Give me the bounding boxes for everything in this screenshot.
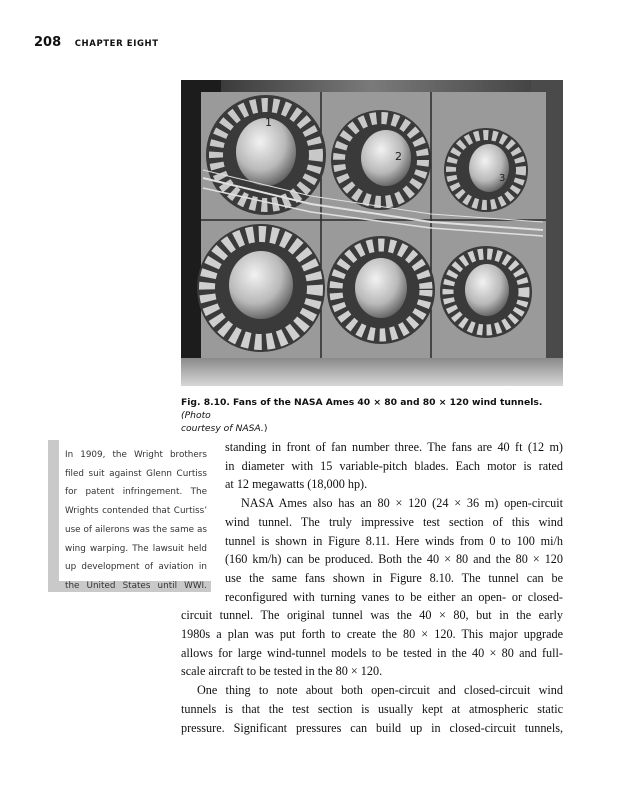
sidebar-line: use of ailerons was the same as <box>65 524 207 535</box>
body-line: allows for large wind-tunnel models to be tested in the 40 × 80 and full- <box>181 645 563 660</box>
wind-tunnel-fans-photo <box>181 80 563 386</box>
body-line: at 12 megawatts (18,000 hp). <box>225 477 368 492</box>
fan-6 <box>440 246 532 338</box>
page-number: 208 <box>34 35 62 50</box>
sidebar-line: wing warping. The lawsuit held <box>65 543 207 554</box>
fan-5 <box>327 236 435 344</box>
sidebar-line: filed suit against Glenn Curtiss <box>65 468 207 479</box>
sidebar-line: the United States until WWI. <box>65 580 207 591</box>
fan-1-number: 1 <box>265 116 272 129</box>
sidebar-line: In 1909, the Wright brothers <box>65 450 207 460</box>
fan-2 <box>331 110 431 210</box>
body-line: (160 km/h) can be produced. Both the 40 × 80 and the 80 × 120 <box>225 552 563 567</box>
body-line: reconfigured with turning vanes to be either an open- or closed- <box>225 589 563 604</box>
body-line: 1980s a plan was put forth to create the 80 × 120. This major upgrade <box>181 627 563 641</box>
body-narrow-column <box>225 438 563 606</box>
body-line: tunnels is that the test section is usually kept at atmospheric static <box>181 701 563 716</box>
caption-tail: ) <box>263 423 268 434</box>
body-line: pressure. Significant pressures can build up in closed-circuit tunnels, <box>181 720 563 735</box>
caption-title: Fig. 8.10. Fans of the NASA Ames 40 × 80 and 80 × 120 wind tunnels. <box>181 397 543 408</box>
fan-1 <box>206 95 326 215</box>
body-line: One thing to note about both open-circuit and closed-circuit wind <box>197 683 563 698</box>
sidebar-line: up development of aviation in <box>65 562 207 573</box>
body-line: NASA Ames also has an 80 × 120 (24 × 36 m) open-circuit <box>241 496 563 511</box>
figure-caption <box>181 396 571 435</box>
running-header <box>34 31 159 50</box>
fan-4 <box>197 224 325 352</box>
body-line: standing in front of fan number three. The fans are 40 ft (12 m) <box>225 440 563 454</box>
sidebar-line: Wrights contended that Curtiss’ <box>65 506 207 517</box>
fan-3-number: 3 <box>499 173 506 184</box>
sidebar-line: for patent infringement. The <box>65 487 207 498</box>
body-line: in diameter with 15 variable-pitch blades. Each motor is rated <box>225 458 563 473</box>
body-line: wind tunnel. The truly impressive test section of this wind <box>225 514 563 529</box>
body-line: tunnel is shown in Figure 8.11. Here winds from 0 to 100 mi/h <box>225 533 563 548</box>
caption-credit-2: courtesy of NASA. <box>181 423 264 434</box>
body-line: scale aircraft to be tested in the 80 × 120. <box>181 664 383 679</box>
chapter-title: CHAPTER EIGHT <box>74 39 159 49</box>
fan-3 <box>444 128 528 212</box>
body-line: circuit tunnel. The original tunnel was the 40 × 80, but in the early <box>181 608 563 623</box>
sidebar-note <box>65 446 207 596</box>
fan-2-number: 2 <box>395 150 402 163</box>
caption-credit-1: (Photo <box>181 410 211 421</box>
body-line: use the same fans shown in Figure 8.10. The tunnel can be <box>225 570 563 585</box>
body-wide-column <box>181 606 563 737</box>
